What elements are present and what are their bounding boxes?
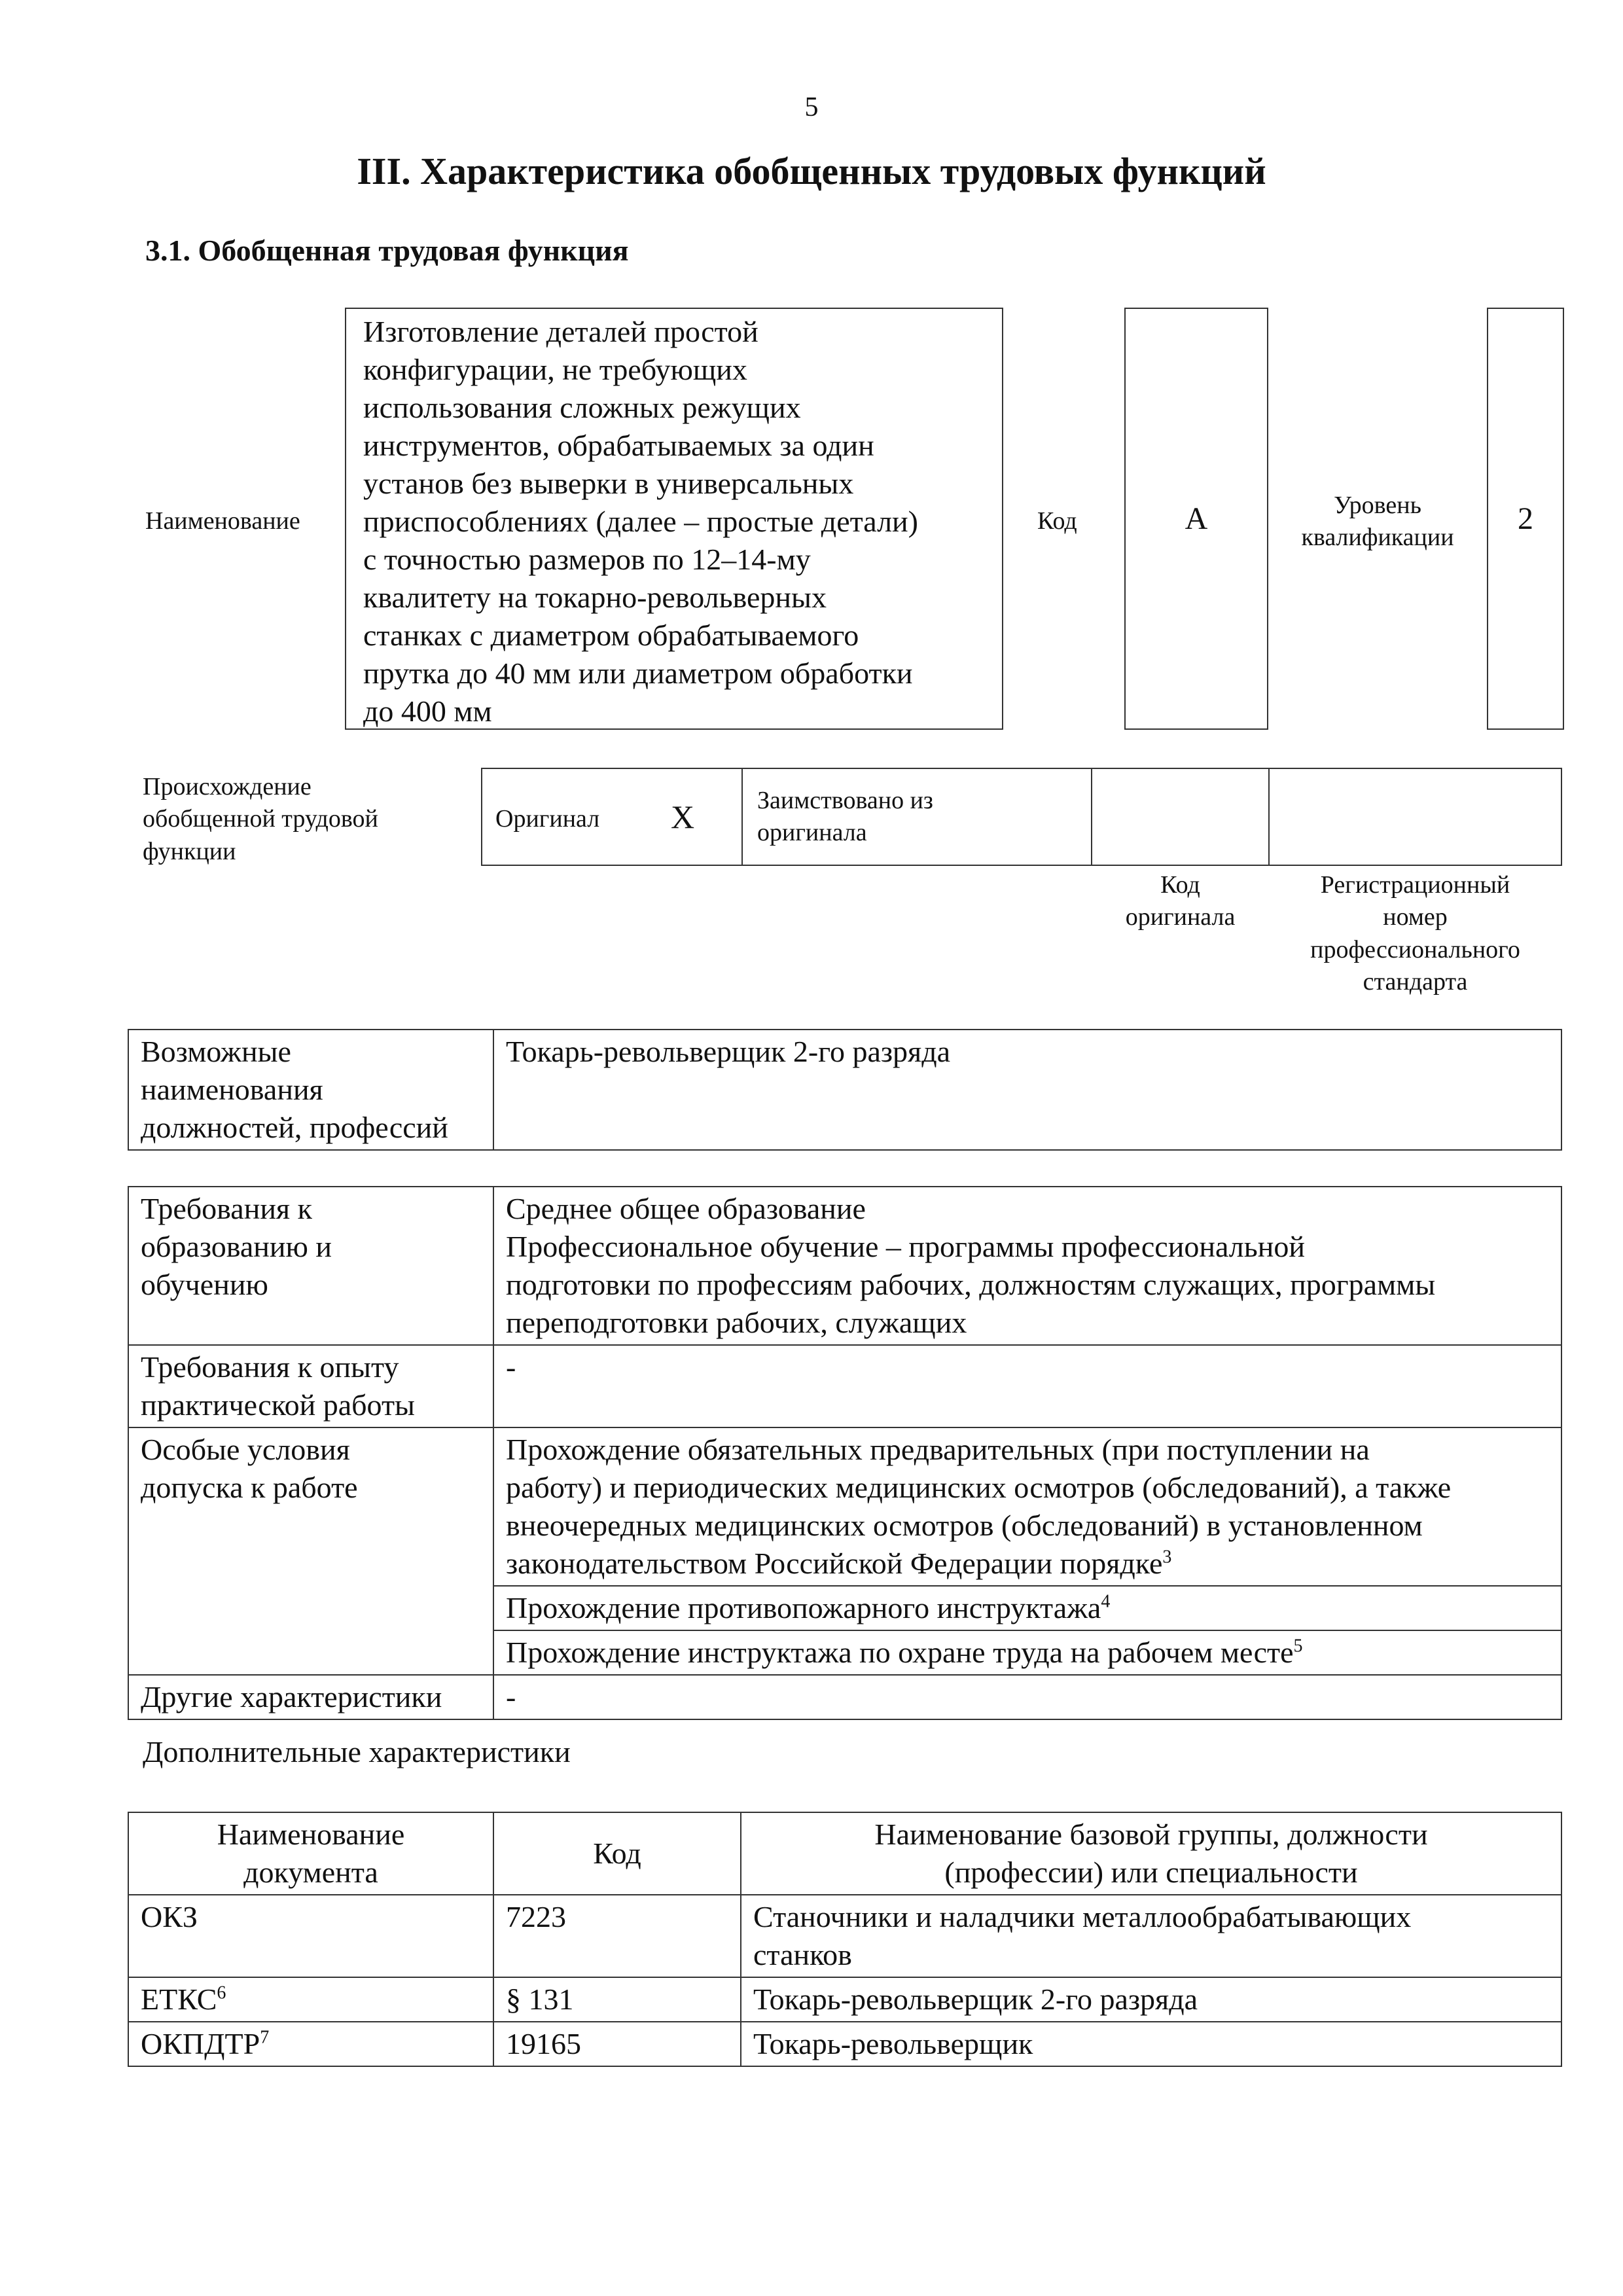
original-code-cell — [1091, 768, 1270, 866]
conditions-label: Особые условия допуска к работе — [128, 1427, 493, 1675]
row-doc: ОКПДТР$^7$ — [128, 2022, 493, 2066]
fire-briefing: Прохождение противопожарного инструктажа$^4$ — [493, 1586, 1561, 1630]
subsection-title: 3.1. Обобщенная трудовая функция — [145, 234, 629, 267]
positions-label: Возможные наименования должностей, профессий — [128, 1030, 493, 1150]
code-value: A — [1185, 501, 1208, 536]
qualification-level-label: Уровень квалификации — [1301, 492, 1454, 552]
footnote-ref: 5 — [1293, 1636, 1303, 1657]
table-row — [128, 1812, 1561, 1895]
original-mark: X — [671, 798, 695, 835]
original-code-caption: Код оригинала — [1125, 871, 1236, 931]
code-box — [1124, 308, 1268, 730]
other-value: - — [493, 1675, 1561, 1719]
function-name-box — [345, 308, 1003, 730]
safety-briefing: Прохождение инструктажа по охране труда на рабочем месте$^5$ — [493, 1630, 1561, 1675]
qualification-level-box — [1487, 308, 1564, 730]
footnote-ref: 4 — [1101, 1591, 1111, 1612]
code-label: Код — [1037, 507, 1077, 535]
additional-title: Дополнительные характеристики — [143, 1735, 571, 1768]
education-value: Среднее общее образование Профессиональное обучение – программы профессиональной подготовки по профессиям рабочих, должностям служащих, программы переподготовки рабочих, служащих — [493, 1187, 1561, 1345]
page-number: 5 — [804, 92, 819, 122]
origin-label: Происхождение обобщенной трудовой функции — [143, 773, 378, 865]
other-label: Другие характеристики — [128, 1675, 493, 1719]
table-row — [128, 1187, 1561, 1345]
name-label: Наименование — [145, 507, 300, 535]
positions-value: Токарь-револьверщик 2-го разряда — [493, 1030, 1561, 1150]
row-doc: ЕТКС$^6$ — [128, 1977, 493, 2022]
table-row — [128, 1427, 1561, 1586]
conditions-value: Прохождение обязательных предварительных (при поступлении на работу) и периодических медицинских осмотров (обследований), а также внеочередных медицинских осмотров (обследований) в установленном законодательством Российской Федерации порядке$^3$ — [493, 1427, 1561, 1586]
footnote-ref: 7 — [260, 2027, 270, 2048]
borrowed-cell — [741, 768, 1092, 866]
row-code: § 131 — [493, 1977, 741, 2022]
original-label: Оригинал — [495, 805, 600, 833]
table-row — [128, 1895, 1561, 1977]
education-label: Требования к образованию и обучению — [128, 1187, 493, 1345]
table-row — [128, 1030, 1561, 1150]
qualification-level-value: 2 — [1518, 501, 1533, 536]
function-name-text: Изготовление деталей простой конфигурации, не требующих использования сложных режущих инструментов, обрабатываемых за один установ без выверки в универсальных приспособлениях (далее – простые детали) с точностью размеров по 12–14-му квалитету на токарно-револьверных станках с диаметром обрабатываемого прутка до 40 мм или диаметром обработки до 400 мм — [363, 315, 918, 728]
row-name: Токарь-револьверщик 2-го разряда — [741, 1977, 1561, 2022]
row-doc: ОКЗ — [128, 1895, 493, 1977]
row-name: Станочники и наладчики металлообрабатывающих станков — [741, 1895, 1561, 1977]
footnote-ref: 6 — [217, 1982, 226, 2003]
header-document: Наименование документа — [128, 1812, 493, 1895]
borrowed-label: Заимствовано из оригинала — [757, 787, 933, 847]
positions-table — [128, 1029, 1562, 1151]
requirements-table — [128, 1186, 1562, 1720]
table-row — [128, 1345, 1561, 1427]
row-code: 19165 — [493, 2022, 741, 2066]
additional-table — [128, 1812, 1562, 2067]
section-title: III. Характеристика обобщенных трудовых функций — [357, 150, 1266, 192]
table-row — [128, 1675, 1561, 1719]
table-row — [128, 2022, 1561, 2066]
original-cell — [481, 768, 743, 866]
header-code: Код — [493, 1812, 741, 1895]
table-row — [128, 1977, 1561, 2022]
experience-label: Требования к опыту практической работы — [128, 1345, 493, 1427]
registration-number-caption: Регистрационный номер профессионального стандарта — [1310, 871, 1520, 996]
header-name: Наименование базовой группы, должности (профессии) или специальности — [741, 1812, 1561, 1895]
footnote-ref: 3 — [1162, 1547, 1172, 1568]
experience-value: - — [493, 1345, 1561, 1427]
row-name: Токарь-револьверщик — [741, 2022, 1561, 2066]
row-code: 7223 — [493, 1895, 741, 1977]
registration-number-cell — [1268, 768, 1562, 866]
